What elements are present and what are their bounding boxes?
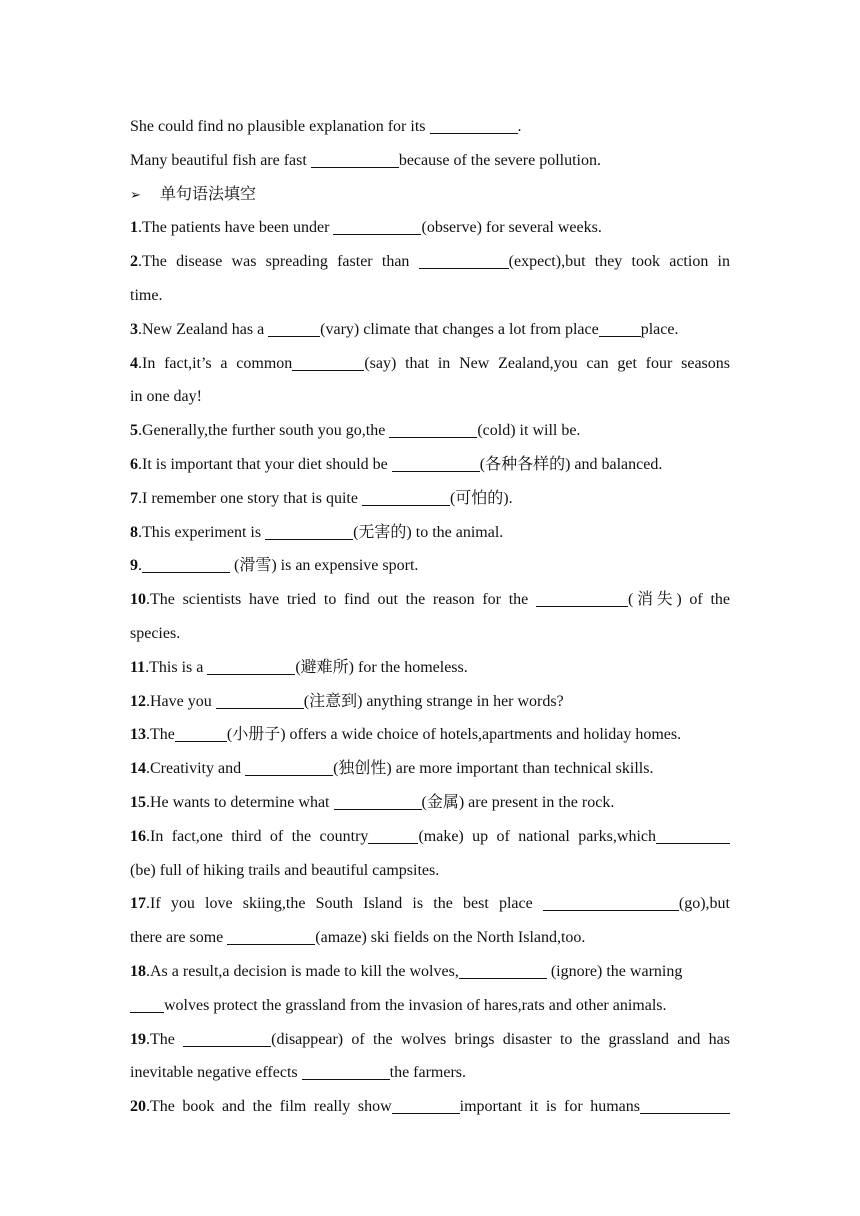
text-segment: time. (130, 286, 163, 304)
text-segment: (独创性) are more important than technical skills. (333, 760, 654, 778)
text-segment: .The (146, 1030, 184, 1048)
text-segment: there are some (130, 929, 228, 947)
text-segment: (make) up of national parks,which (418, 827, 657, 845)
answer-blank[interactable] (333, 218, 421, 235)
answer-blank[interactable] (334, 793, 422, 810)
answer-blank[interactable] (302, 1063, 390, 1080)
item-number: 20 (130, 1098, 146, 1116)
exercise-item (130, 651, 730, 685)
exercise-item (130, 1023, 730, 1057)
answer-blank[interactable] (227, 928, 315, 945)
text-segment: the farmers. (389, 1064, 467, 1082)
item-number: 15 (130, 793, 146, 811)
answer-blank[interactable] (216, 692, 304, 709)
text-segment: (滑雪) is an expensive sport. (230, 557, 419, 575)
text-segment: wolves protect the grassland from the invasion of hares,rats and other animals. (164, 996, 667, 1014)
text-segment: .It is important that your diet should be (138, 455, 392, 473)
text-segment: .The (146, 726, 175, 744)
exercise-item (130, 414, 730, 448)
item-number: 14 (130, 760, 146, 778)
text-segment: .He wants to determine what (146, 793, 334, 811)
answer-blank[interactable] (389, 421, 477, 438)
text-segment: . (138, 557, 142, 575)
exercise-item (130, 820, 730, 854)
text-segment: (ignore) the warning (546, 962, 683, 980)
answer-blank[interactable] (292, 354, 364, 371)
text-segment: .I remember one story that is quite (138, 489, 362, 507)
text-segment: (be) full of hiking trails and beautiful campsites. (130, 861, 440, 879)
answer-blank[interactable] (392, 455, 480, 472)
text-line (130, 854, 730, 888)
item-number: 5 (130, 422, 138, 440)
answer-blank[interactable] (265, 523, 353, 540)
text-segment: .Have you (146, 692, 216, 710)
text-segment: because of the severe pollution. (398, 151, 601, 169)
exercise-item (130, 887, 730, 921)
answer-blank[interactable] (207, 658, 295, 675)
text-segment: (金属) are present in the rock. (421, 793, 615, 811)
answer-blank[interactable] (268, 320, 320, 337)
item-number: 11 (130, 658, 146, 676)
item-number: 9 (130, 557, 138, 575)
item-number: 7 (130, 489, 138, 507)
answer-blank[interactable] (142, 556, 230, 573)
answer-blank[interactable] (368, 827, 418, 844)
answer-blank[interactable] (392, 1097, 460, 1114)
text-segment: .This is a (145, 658, 208, 676)
item-number: 8 (130, 523, 138, 541)
text-segment: (cold) it will be. (477, 422, 581, 440)
text-segment: .The book and the film really show (146, 1098, 392, 1116)
answer-blank[interactable] (362, 489, 450, 506)
answer-blank[interactable] (640, 1097, 730, 1114)
item-number: 3 (130, 320, 138, 338)
text-line (130, 1056, 730, 1090)
section-heading (130, 178, 730, 212)
text-segment: .The patients have been under (138, 219, 334, 237)
text-segment: in one day! (130, 388, 202, 406)
answer-blank[interactable] (175, 725, 227, 742)
text-segment: (disappear) of the wolves brings disaster to the grassland and has (271, 1030, 730, 1048)
text-segment: (可怕的). (449, 489, 513, 507)
exercise-item (130, 685, 730, 719)
item-number: 1 (130, 219, 138, 237)
answer-blank[interactable] (130, 996, 164, 1013)
text-segment: . (517, 118, 522, 135)
text-segment: inevitable negative effects (130, 1064, 302, 1082)
item-number: 19 (130, 1030, 146, 1048)
text-segment: .The disease was spreading faster than (138, 253, 419, 271)
text-segment: Many beautiful fish are fast (130, 151, 311, 169)
text-line (130, 380, 730, 414)
text-segment: .In fact,it’s a common (138, 354, 293, 372)
exercise-item (130, 313, 730, 347)
text-segment: .As a result,a decision is made to kill the wolves, (146, 962, 459, 980)
answer-blank[interactable] (536, 590, 628, 607)
exercise-item (130, 448, 730, 482)
item-number: 4 (130, 354, 138, 372)
exercise-item (130, 245, 730, 279)
text-segment: (小册子) offers a wide choice of hotels,apartments and holiday homes. (226, 726, 682, 744)
exercise-item (130, 955, 730, 989)
answer-blank[interactable] (183, 1030, 271, 1047)
answer-blank[interactable] (459, 962, 547, 979)
text-segment: (各种各样的) and balanced. (479, 455, 663, 473)
answer-blank[interactable] (656, 827, 730, 844)
text-segment: (go),but (678, 895, 730, 913)
text-segment: .Generally,the further south you go,the (138, 422, 390, 440)
answer-blank[interactable] (311, 151, 399, 168)
item-number: 10 (130, 591, 146, 609)
text-segment: (消失) of the (627, 591, 730, 609)
item-number: 12 (130, 692, 146, 710)
item-number: 18 (130, 962, 146, 980)
text-segment: (say) that in New Zealand,you can get four seasons (364, 354, 730, 372)
item-number: 16 (130, 827, 146, 845)
text-segment: (observe) for several weeks. (421, 219, 602, 237)
exercise-item (130, 516, 730, 550)
exercise-item (130, 211, 730, 245)
text-segment: .The scientists have tried to find out the reason for the (146, 591, 536, 609)
exercise-item (130, 583, 730, 617)
text-segment: She could find no plausible explanation for its (130, 118, 430, 135)
text-segment: .This experiment is (138, 523, 266, 541)
bullet-arrow-icon: ➢ (130, 186, 141, 202)
exercise-item (130, 347, 730, 381)
text-line (130, 144, 730, 178)
exercise-item (130, 482, 730, 516)
text-segment: .New Zealand has a (138, 320, 269, 338)
answer-blank[interactable] (430, 117, 518, 134)
text-segment: place. (640, 320, 679, 338)
item-number: 17 (130, 895, 146, 913)
text-segment: (注意到) anything strange in her words? (303, 692, 564, 710)
exercise-item (130, 752, 730, 786)
exercise-item (130, 1090, 730, 1124)
exercise-item (130, 718, 730, 752)
exercise-item (130, 786, 730, 820)
text-line (130, 989, 730, 1023)
text-line (130, 921, 730, 955)
answer-blank[interactable] (543, 894, 679, 911)
exercise-item (130, 549, 730, 583)
text-segment: species. (130, 624, 181, 642)
text-segment: (amaze) ski fields on the North Island,too. (315, 929, 586, 947)
item-number: 2 (130, 253, 138, 271)
text-line (130, 110, 730, 144)
item-number: 13 (130, 726, 146, 744)
answer-blank[interactable] (599, 320, 641, 337)
text-segment: (vary) climate that changes a lot from place (320, 320, 599, 338)
text-segment: 单句语法填空 (160, 185, 257, 203)
text-segment: .In fact,one third of the country (146, 827, 369, 845)
text-line (130, 279, 730, 313)
text-segment: .Creativity and (146, 760, 246, 778)
exercise-list (130, 110, 730, 1124)
text-line (130, 617, 730, 651)
text-segment: .If you love skiing,the South Island is the best place (146, 895, 543, 913)
text-segment: (expect),but they took action in (508, 253, 730, 271)
text-segment: (避难所) for the homeless. (295, 658, 468, 676)
item-number: 6 (130, 455, 138, 473)
answer-blank[interactable] (419, 252, 509, 269)
answer-blank[interactable] (245, 759, 333, 776)
text-segment: important it is for humans (459, 1098, 641, 1116)
text-segment: (无害的) to the animal. (353, 523, 504, 541)
